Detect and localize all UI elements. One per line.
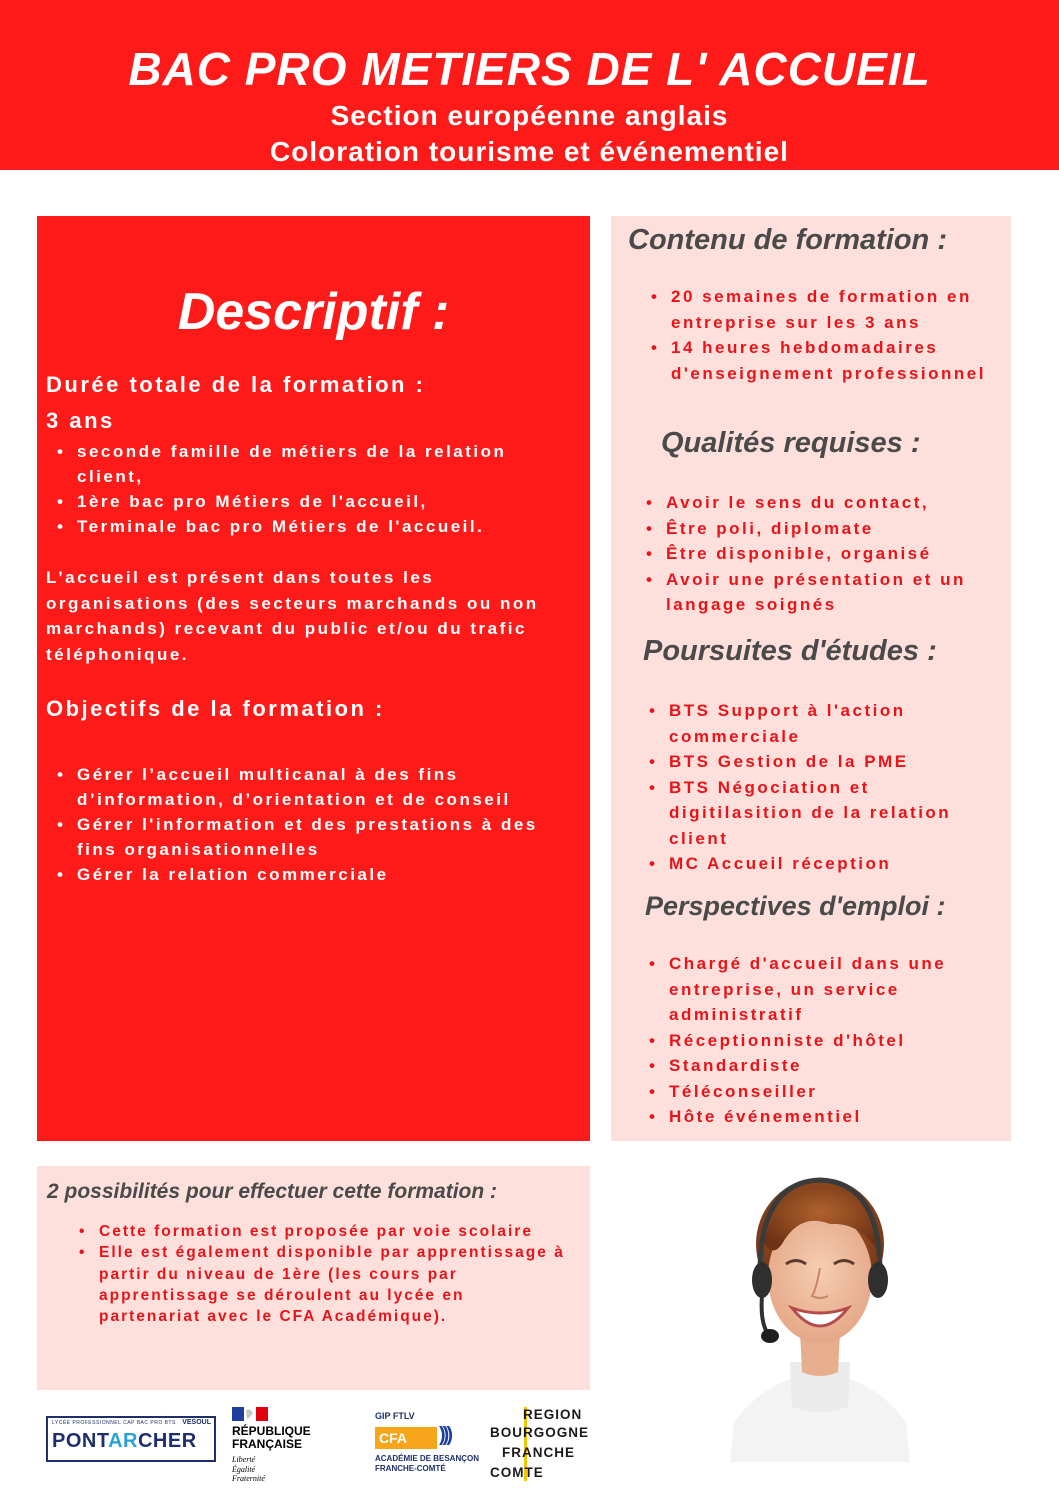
list-item: • BTS Gestion de la PME [649, 749, 994, 775]
poursuites-heading: Poursuites d'études : [643, 635, 937, 667]
header-banner [0, 0, 1059, 170]
cfa-label: CFA [375, 1427, 437, 1449]
republique-motto: Liberté Égalité Fraternité [232, 1455, 265, 1483]
list-item: • 20 semaines de formation en entreprise sur les 3 ans [651, 284, 986, 335]
region-bfc-logo: REGION BOURGOGNE FRANCHE COMTE [490, 1407, 590, 1480]
page-title: BAC PRO METIERS DE L' ACCUEIL [128, 43, 931, 95]
list-item: • Avoir le sens du contact, [646, 490, 986, 516]
accueil-paragraph: L’accueil est présent dans toutes les organisations (des secteurs marchands ou non marchands) recevant du public et/ou du trafic téléphonique. [46, 568, 539, 664]
possibilites-heading: 2 possibilités pour effectuer cette formation : [47, 1180, 498, 1203]
list-item: • Standardiste [649, 1053, 994, 1079]
list-item: • Gérer la relation commerciale [57, 862, 582, 887]
list-item: • MC Accueil réception [649, 851, 994, 877]
list-item: • seconde famille de métiers de la relation client, [57, 439, 577, 489]
list-item: • Cette formation est proposée par voie scolaire [79, 1221, 569, 1242]
list-item: • Hôte événementiel [649, 1104, 994, 1130]
cfa-logo [373, 1410, 483, 1480]
pontarcher-tagline: LYCÉE PROFESSIONNEL CAP BAC PRO BTS [52, 1420, 176, 1426]
possibilites-list [79, 1221, 569, 1327]
cfa-gip: GIP FTLV [375, 1411, 415, 1421]
contenu-list [651, 284, 986, 386]
list-item: • Elle est également disponible par apprentissage à partir du niveau de 1ère (les cours par apprentissage se déroulent au lycée en partenariat avec le CFA Académique). [79, 1242, 569, 1327]
list-item: • Gérer l'information et des prestations à des fins organisationnelles [57, 812, 582, 862]
list-item: • Terminale bac pro Métiers de l'accueil. [57, 514, 577, 539]
marianne-flag-icon [232, 1407, 268, 1421]
qualites-list [646, 490, 986, 618]
cfa-academie: ACADÉMIE DE BESANÇON FRANCHE-COMTÉ [375, 1454, 480, 1473]
pontarcher-city: VESOUL [182, 1419, 211, 1426]
duree-value: 3 ans [46, 408, 115, 433]
descriptif-title: Descriptif : [177, 283, 450, 341]
descriptif-panel [37, 216, 590, 1141]
list-item: • Être poli, diplomate [646, 516, 986, 542]
duree-heading: Durée totale de la formation : [46, 372, 426, 397]
cfa-arc-icon: ))) [439, 1424, 450, 1446]
pontarcher-logo [46, 1416, 216, 1462]
pontarcher-name: PONTARCHER [52, 1430, 197, 1452]
list-item: • Avoir une présentation et un langage soignés [646, 567, 986, 618]
receptionist-photo [720, 1172, 920, 1462]
objectifs-list [57, 762, 582, 887]
list-item: • Téléconseiller [649, 1079, 994, 1105]
contenu-heading: Contenu de formation : [628, 224, 947, 256]
qualites-heading: Qualités requises : [661, 427, 921, 459]
list-item: • Chargé d'accueil dans une entreprise, un service administratif [649, 951, 994, 1028]
list-item: • 14 heures hebdomadaires d'enseignement professionnel [651, 335, 986, 386]
list-item: • Être disponible, organisé [646, 541, 986, 567]
list-item: • Gérer l’accueil multicanal à des fins d’information, d’orientation et de conseil [57, 762, 582, 812]
objectifs-heading: Objectifs de la formation : [46, 696, 385, 721]
info-panel [611, 216, 1011, 1141]
republique-francaise-logo [230, 1407, 330, 1487]
subtitle-section: Section européenne anglais [330, 100, 729, 131]
perspectives-list [649, 951, 994, 1130]
list-item: • Réceptionniste d'hôtel [649, 1028, 994, 1054]
list-item: • BTS Négociation et digitilasition de la relation client [649, 775, 994, 852]
perspectives-heading: Perspectives d'emploi : [645, 891, 946, 921]
poursuites-list [649, 698, 994, 877]
list-item: • BTS Support à l'action commerciale [649, 698, 994, 749]
possibilites-panel [37, 1166, 590, 1390]
subtitle-coloration: Coloration tourisme et événementiel [270, 136, 789, 167]
republique-text: RÉPUBLIQUE FRANÇAISE [232, 1424, 311, 1451]
years-list [57, 439, 577, 539]
list-item: • 1ère bac pro Métiers de l'accueil, [57, 489, 577, 514]
